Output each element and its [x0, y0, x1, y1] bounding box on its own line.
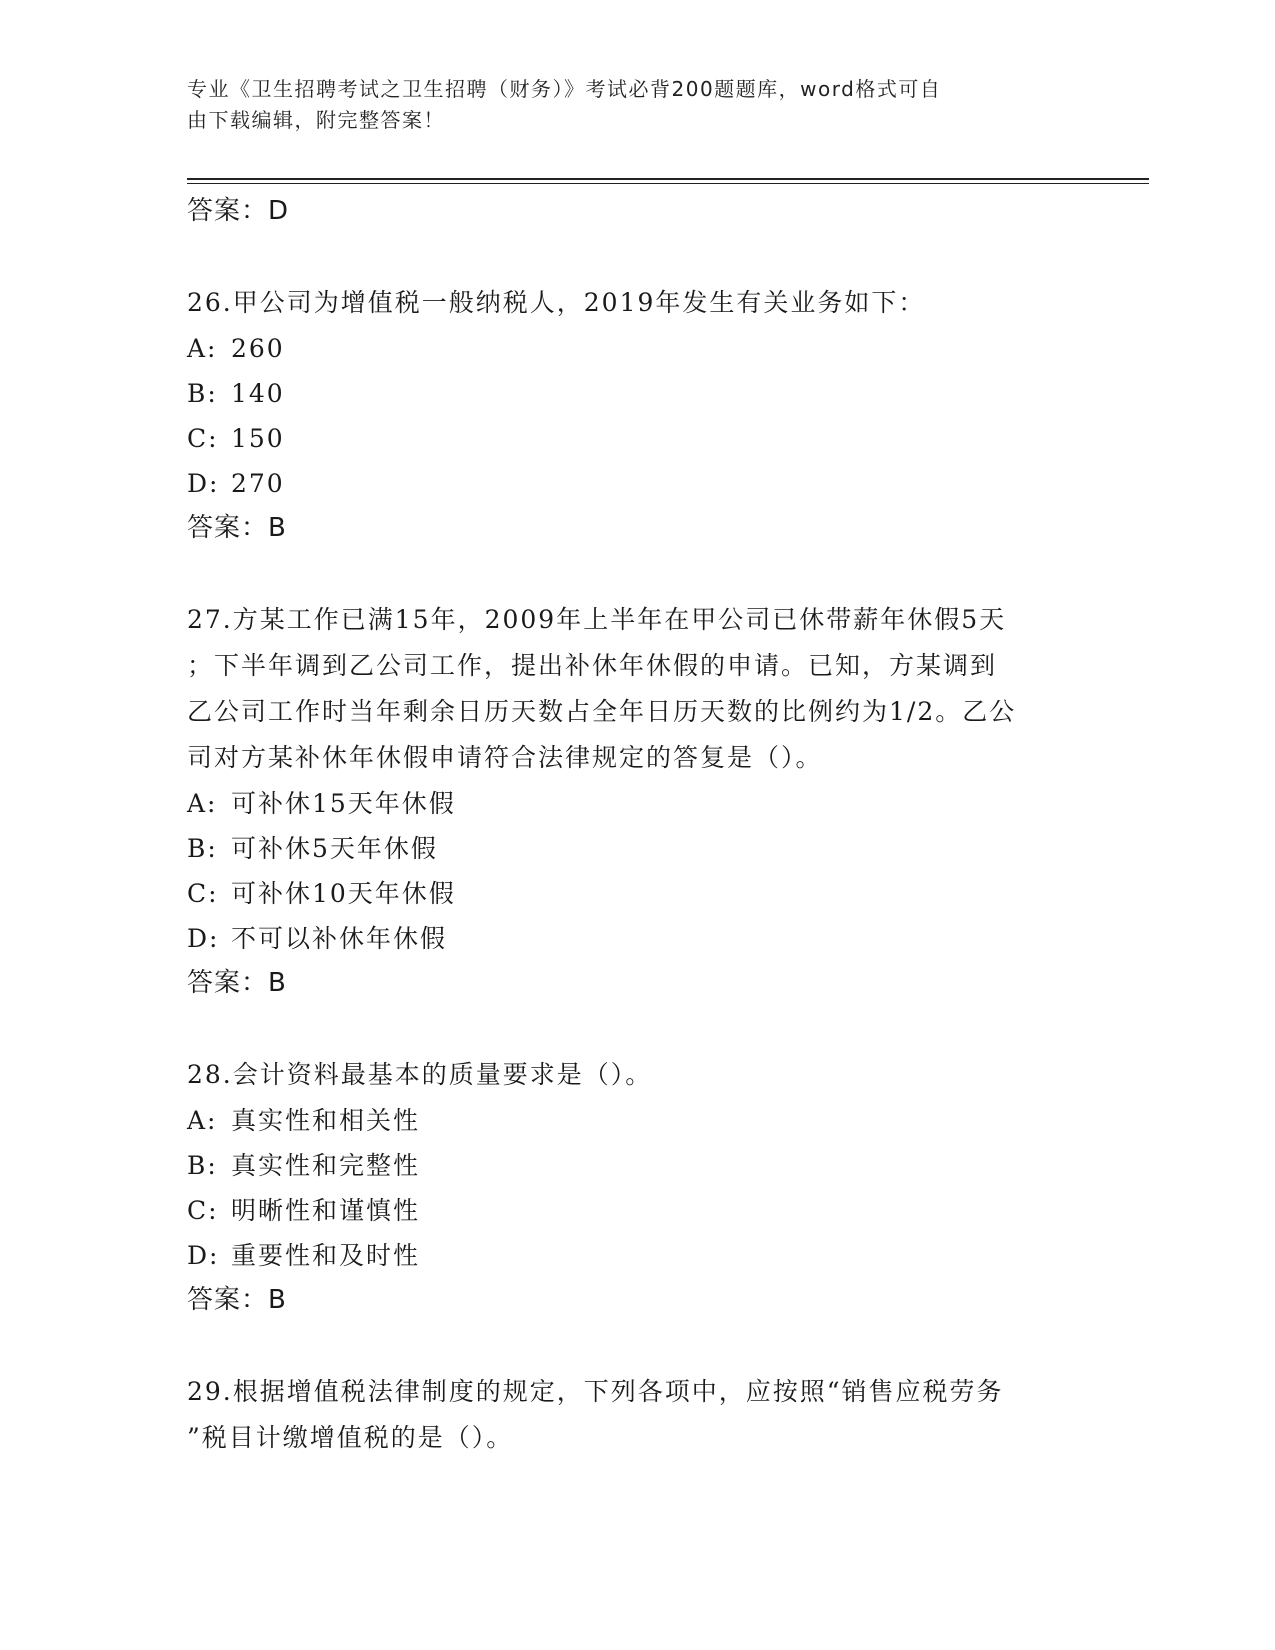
question-28	[187, 1052, 1087, 1323]
option-d	[187, 1233, 1087, 1278]
option-label: D:	[187, 1241, 220, 1270]
option-text: 明晰性和谨慎性	[231, 1196, 421, 1225]
option-a	[187, 781, 1087, 826]
option-text: 不可以补休年休假	[231, 924, 448, 953]
option-label: A:	[187, 789, 218, 818]
option-a	[187, 326, 1087, 371]
answer-line: 答案：B	[187, 1285, 287, 1315]
question-list	[187, 189, 1087, 1461]
option-text: 260	[231, 334, 285, 363]
header-divider-thin	[187, 183, 1149, 184]
option-c	[187, 416, 1087, 461]
option-label: C:	[187, 424, 219, 453]
document-header	[187, 74, 1067, 136]
option-label: D:	[187, 924, 220, 953]
option-c	[187, 1188, 1087, 1233]
option-text: 可补休5天年休假	[231, 834, 438, 863]
header-line-1: 专业《卫生招聘考试之卫生招聘（财务）》考试必背200题题库，word格式可自	[187, 77, 942, 101]
option-c	[187, 871, 1087, 916]
option-d	[187, 461, 1087, 506]
question-29	[187, 1369, 1087, 1461]
option-label: A:	[187, 1106, 218, 1135]
question-26	[187, 280, 1087, 551]
option-text: 可补休10天年休假	[231, 879, 456, 908]
option-text: 140	[231, 379, 285, 408]
option-d	[187, 916, 1087, 961]
question-text-line: ；下半年调到乙公司工作，提出补休年休假的申请。已知，方某调到	[187, 651, 998, 680]
option-b	[187, 826, 1087, 871]
answer-line: 答案：B	[187, 968, 287, 998]
option-text: 150	[231, 424, 285, 453]
option-text: 重要性和及时性	[231, 1241, 421, 1270]
question-text-line: 乙公司工作时当年剩余日历天数占全年日历天数的比例约为1/2。乙公	[187, 697, 1017, 726]
question-text: 28.会计资料最基本的质量要求是（）。	[187, 1060, 653, 1089]
option-b	[187, 371, 1087, 416]
option-label: B:	[187, 834, 218, 863]
question-text-line: 司对方某补休年休假申请符合法律规定的答复是（）。	[187, 743, 823, 772]
option-text: 可补休15天年休假	[231, 789, 456, 818]
option-a	[187, 1098, 1087, 1143]
option-b	[187, 1143, 1087, 1188]
option-label: B:	[187, 1151, 218, 1180]
question-text-line: 27.方某工作已满15年，2009年上半年在甲公司已休带薪年休假5天	[187, 605, 1007, 634]
question-27	[187, 597, 1087, 1006]
answer-line: 答案：D	[187, 196, 290, 226]
option-label: A:	[187, 334, 218, 363]
answer-line: 答案：B	[187, 513, 287, 543]
question-text-line: 29.根据增值税法律制度的规定，下列各项中，应按照“销售应税劳务	[187, 1377, 1004, 1406]
option-text: 真实性和完整性	[231, 1151, 421, 1180]
option-text: 270	[231, 469, 285, 498]
header-line-2: 由下载编辑，附完整答案！	[187, 108, 445, 132]
question-text: 26.甲公司为增值税一般纳税人，2019年发生有关业务如下：	[187, 288, 926, 317]
option-text: 真实性和相关性	[231, 1106, 421, 1135]
option-label: B:	[187, 379, 218, 408]
option-label: C:	[187, 1196, 219, 1225]
question-text-line: ”税目计缴增值税的是（）。	[187, 1423, 514, 1452]
option-label: D:	[187, 469, 220, 498]
option-label: C:	[187, 879, 219, 908]
header-divider-thick	[187, 178, 1149, 180]
